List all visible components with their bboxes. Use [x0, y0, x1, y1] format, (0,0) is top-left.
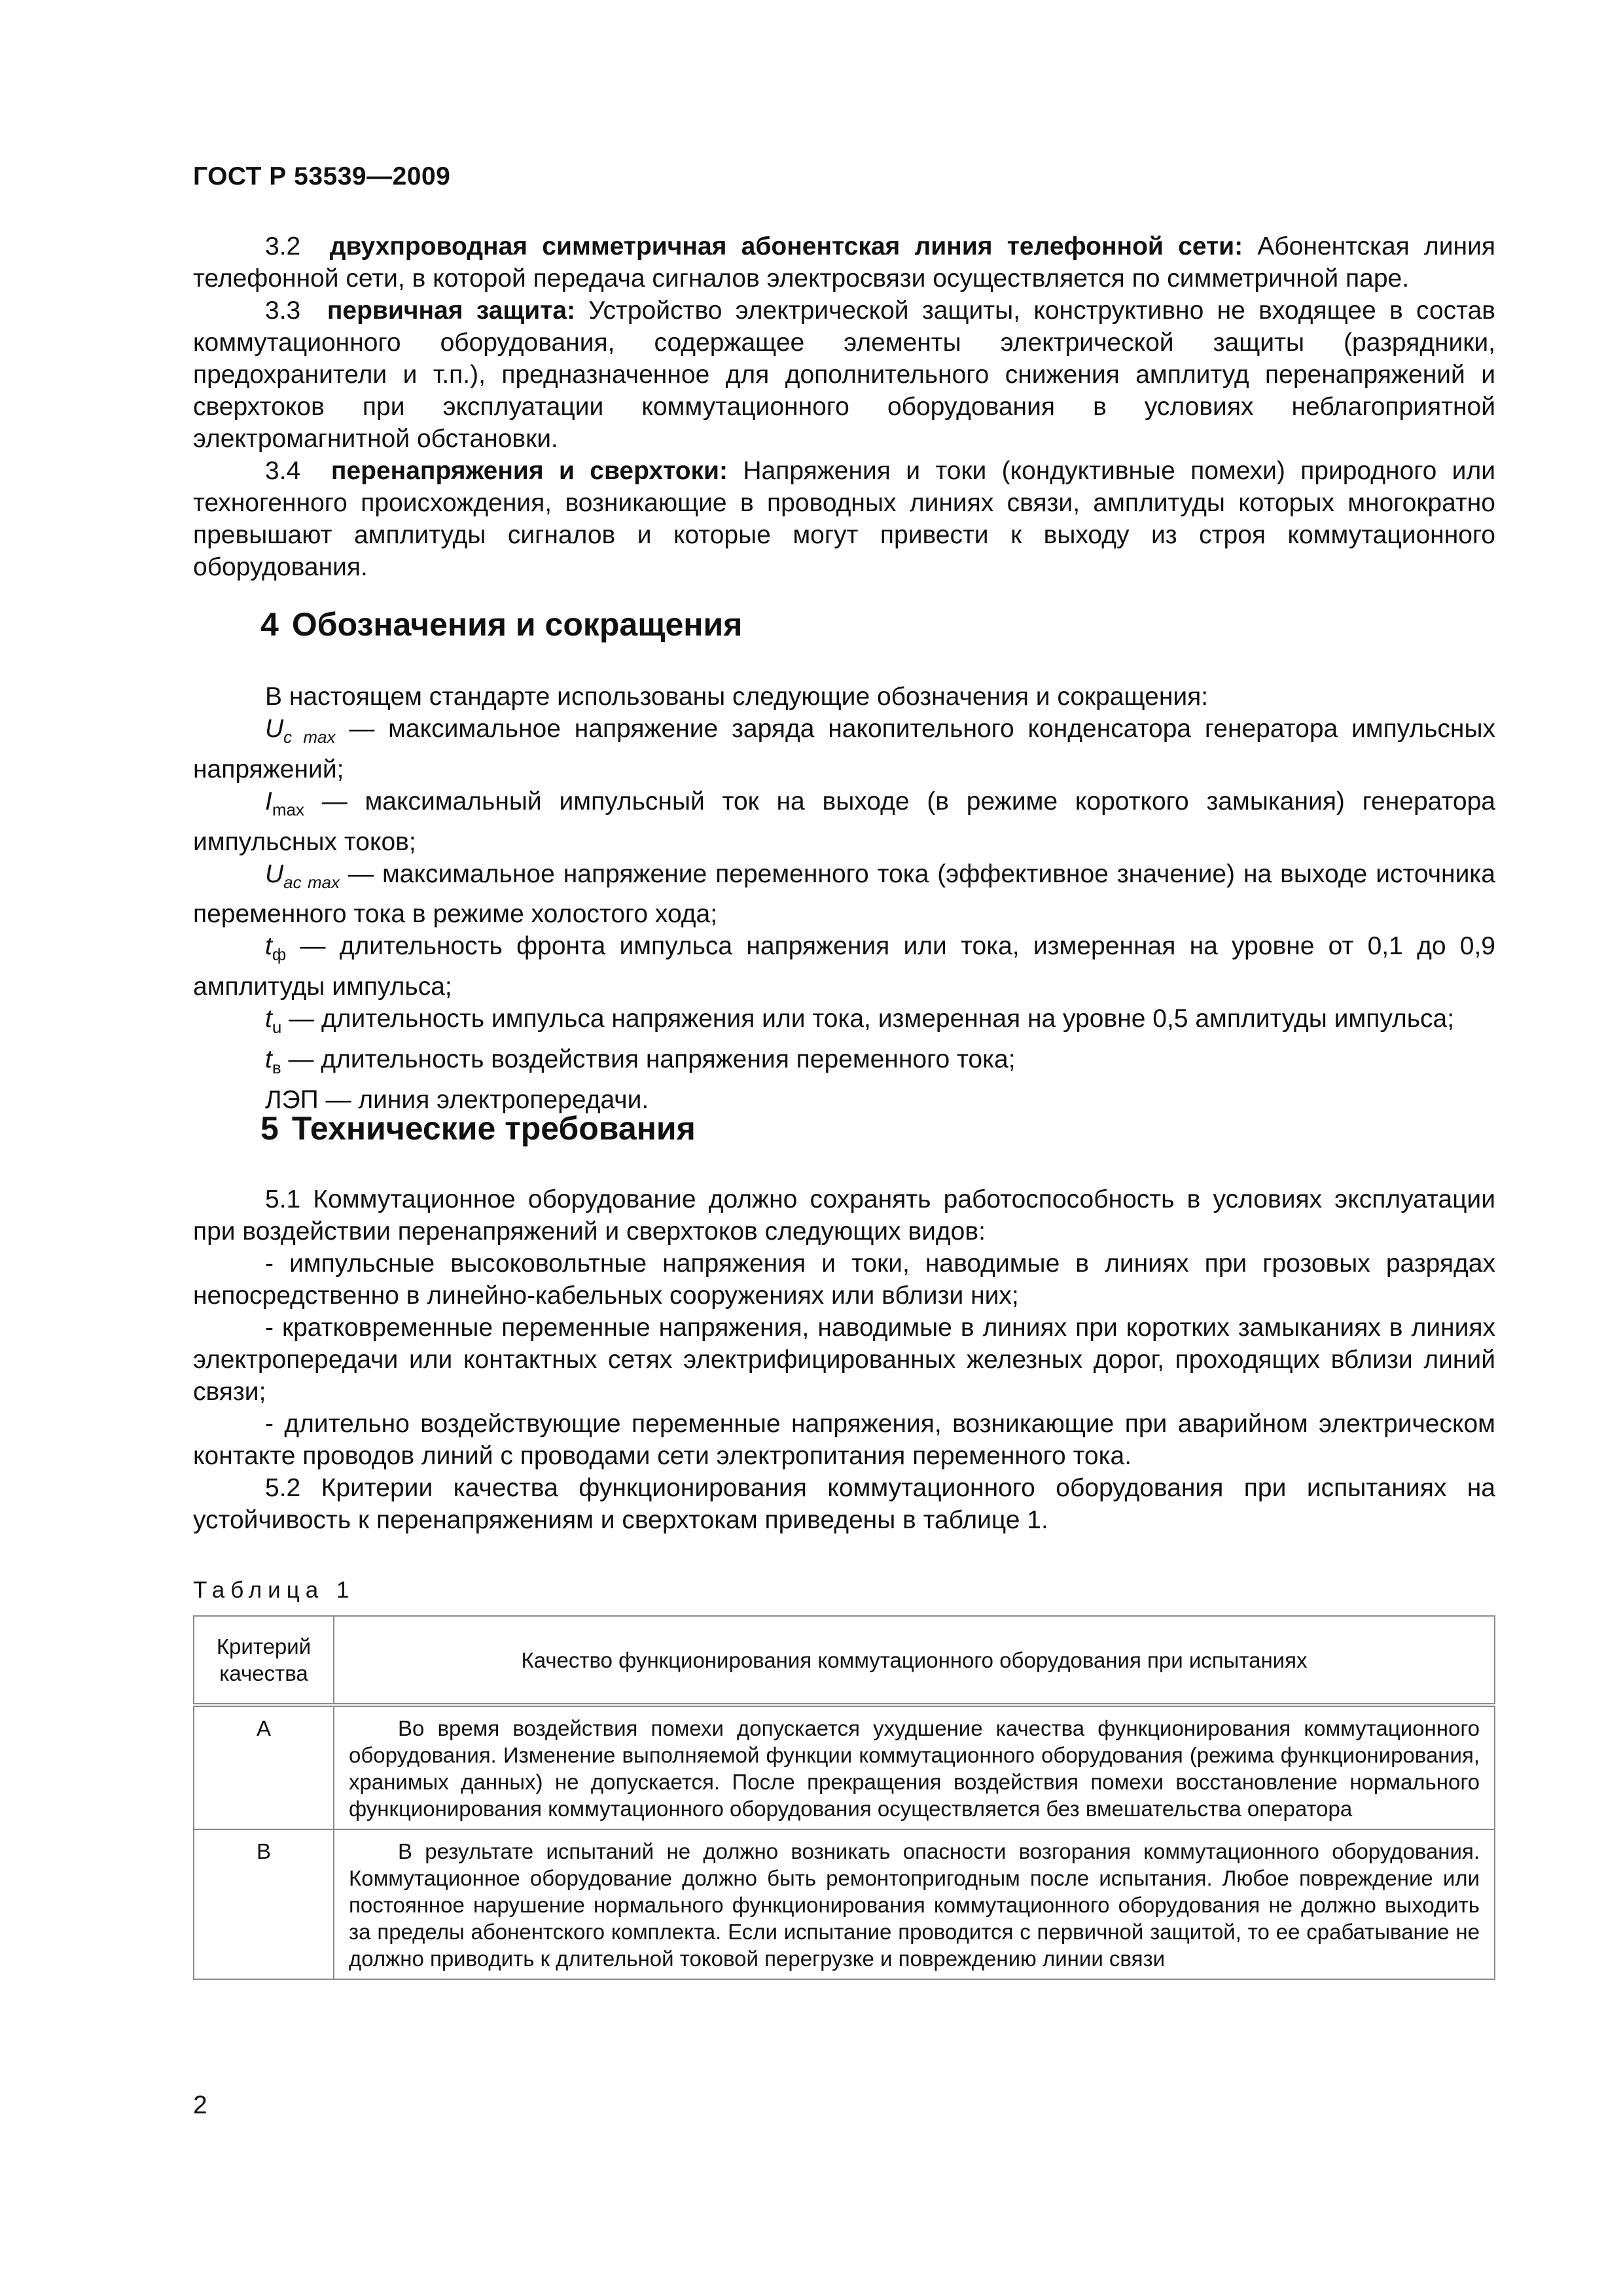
list-item: - длительно воздействующие переменные напряжения, возникающие при аварийном электрическом контакте проводов линий с проводами сети электропитания переменного тока. — [193, 1410, 1495, 1470]
symbol-t-f: $t_ф$ — длительность фронта импульса напряжения или тока, измеренная на уровне от 0,1 до 0,9 амплитуды импульса; — [193, 932, 1495, 1001]
table-header-row — [194, 1616, 1495, 1705]
table-row — [194, 1829, 1495, 1979]
definition-3-4: 3.4 перенапряжения и сверхтоки: Напряжения и токи (кондуктивные помехи) природного или техногенного происхождения, возникающие в проводных линиях связи, амплитуды которых многократно превышают амплитуды сигналов и которые могут привести к выходу из строя коммутационного оборудования. — [193, 457, 1495, 581]
page-number: 2 — [193, 2091, 207, 2119]
symbol-t-v: $t_в$ — длительность воздействия напряжения переменного тока; — [265, 1045, 1016, 1077]
section-4-heading: 4 Обозначения и сокращения — [260, 606, 743, 643]
column-header-criterion: Критерий качества — [194, 1616, 334, 1705]
description-cell: Во время воздействия помехи допускается ухудшение качества функционирования коммутационного оборудования. Изменение выполняемой функции коммутационного оборудования (режима функционирования, хранимых данных) не допускается. После прекращения воздействия помехи восстановление нормального функционирования коммутационного оборудования осуществляется без вмешательства оператора — [334, 1705, 1495, 1829]
symbol-i-max: $I_{max}$ — максимальный импульсный ток на выходе (в режиме короткого замыкания) генератора импульсных токов; — [193, 787, 1495, 856]
paragraph-5-2: 5.2 Критерии качества функционирования коммутационного оборудования при испытаниях на устойчивость к перенапряжениям и сверхтокам приведены в таблице 1. — [193, 1474, 1495, 1534]
symbol-t-u: $t_u$ — длительность импульса напряжения или тока, измеренная на уровне 0,5 амплитуды импульса; — [265, 1005, 1455, 1037]
section-5 — [193, 1110, 1495, 1147]
section-3-definitions — [193, 230, 1495, 583]
criterion-cell: A — [194, 1705, 334, 1829]
table-row — [194, 1705, 1495, 1829]
abbrev-lep: ЛЭП — линия электропередачи. — [265, 1085, 649, 1114]
column-header-quality: Качество функционирования коммутационного оборудования при испытаниях — [334, 1616, 1495, 1705]
definition-3-3: 3.3 первичная защита: Устройство электрической защиты, конструктивно не входящее в состав коммутационного оборудования, содержащее элементы электрической защиты (разрядники, предохранители и т.п.), предназначенное для дополнительного снижения амплитуд перенапряжений и сверхтоков при эксплуатации коммутационного оборудования в условиях неблагоприятной электромагнитной обстановки. — [193, 296, 1495, 453]
definition-3-2: 3.2 двухпроводная симметричная абонентская линия телефонной сети: Абонентская линия телефонной сети, в которой передача сигналов электросвязи осуществляется по симметричной паре. — [193, 232, 1495, 293]
criterion-cell: B — [194, 1829, 334, 1979]
table-1 — [193, 1615, 1495, 1980]
section-5-heading: 5 Технические требования — [260, 1110, 696, 1147]
table-caption: Таблица 1 — [193, 1577, 355, 1603]
term: двухпроводная симметричная абонентская линия телефонной сети: — [329, 232, 1243, 260]
list-item: - импульсные высоковольтные напряжения и токи, наводимые в линиях при грозовых разрядах непосредственно в линейно-кабельных сооружениях или вблизи них; — [193, 1249, 1495, 1310]
term: перенапряжения и сверхтоки: — [330, 457, 728, 485]
paragraph-5-1: 5.1 Коммутационное оборудование должно сохранять работоспособность в условиях эксплуатации при воздействии перенапряжений и сверхтоков следующих видов: — [193, 1185, 1495, 1246]
section-5-body — [193, 1183, 1495, 1536]
section-4-intro: В настоящем стандарте использованы следующие обозначения и сокращения: — [265, 683, 1209, 711]
symbol-u-c-max: $U_{c max}$ — максимальное напряжение заряда накопительного конденсатора генератора импульсных напряжений; — [193, 715, 1496, 783]
section-4 — [193, 606, 1495, 643]
section-4-body — [193, 681, 1495, 1116]
document-header: ГОСТ Р 53539—2009 — [193, 162, 451, 190]
description-cell: В результате испытаний не должно возникать опасности возгорания коммутационного оборудования. Коммутационное оборудование должно быть ремонтопригодным после испытания. Любое повреждение или постоянное нарушение нормального функционирования коммутационного оборудования не должно выходить за пределы абонентского комплекта. Если испытание проводится с первичной защитой, то ее срабатывание не должно приводить к длительной токовой перегрузке и повреждению линии связи — [334, 1829, 1495, 1979]
symbol-u-ac-max: $U_{ac max}$ — максимальное напряжение переменного тока (эффективное значение) на выходе источника переменного тока в режиме холостого хода; — [193, 859, 1495, 929]
term: первичная защита: — [327, 296, 576, 325]
list-item: - кратковременные переменные напряжения, наводимые в линиях при коротких замыканиях в линиях электропередачи или контактных сетях электрифицированных железных дорог, проходящих вблизи линий связи; — [193, 1314, 1495, 1406]
